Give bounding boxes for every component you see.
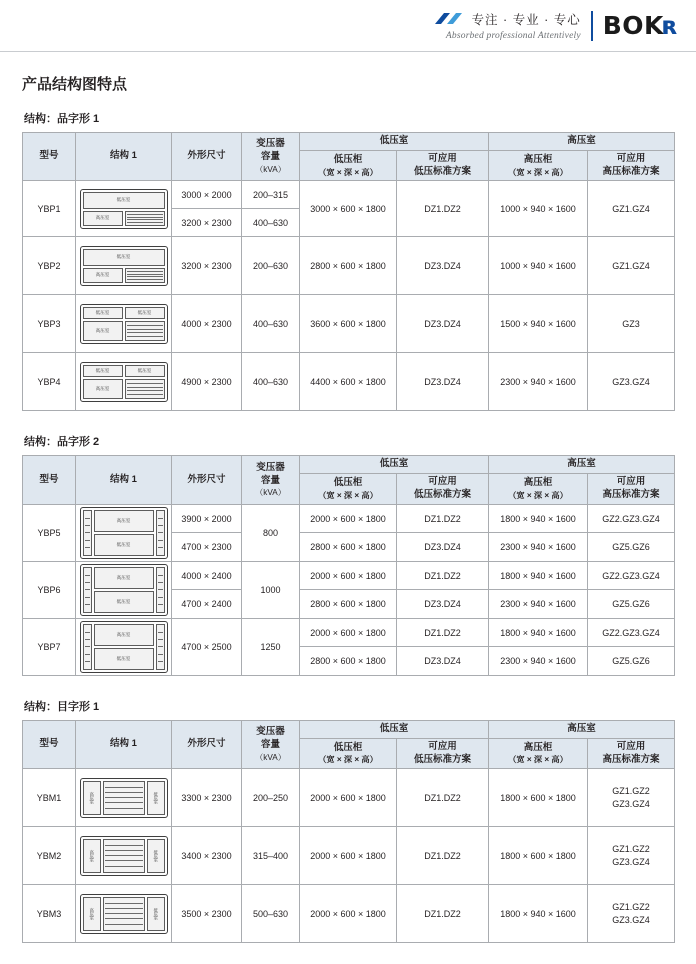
cell-hv-scheme: GZ2.GZ3.GZ4 xyxy=(588,618,675,647)
cell-outline: 4700 × 2400 xyxy=(172,590,242,619)
col-lv-room: 低压室 xyxy=(300,456,489,474)
cell-outline: 4700 × 2500 xyxy=(172,618,242,675)
diagram-side-panel-2 xyxy=(156,624,165,670)
spec-table-2 xyxy=(22,455,675,675)
diagram-room-hv: 高压室 xyxy=(94,567,154,589)
cell-outline: 3300 × 2300 xyxy=(172,769,242,827)
cell-lv-scheme: DZ3.DZ4 xyxy=(397,237,489,295)
cell-hv-cabinet: 1500 × 940 × 1600 xyxy=(489,295,588,353)
cell-hv-cabinet: 1800 × 940 × 1600 xyxy=(489,561,588,590)
cell-hv-cabinet: 2300 × 940 × 1600 xyxy=(489,590,588,619)
cell-structure-diagram xyxy=(76,827,172,885)
cell-hv-cabinet: 1800 × 940 × 1600 xyxy=(489,885,588,943)
diagram-transformer xyxy=(103,897,145,931)
cell-outline: 4000 × 2400 xyxy=(172,561,242,590)
table-row xyxy=(23,353,675,411)
double-arrow-icon xyxy=(435,13,465,25)
cell-lv-cabinet: 2800 × 600 × 1800 xyxy=(300,590,397,619)
cabinet-diagram-icon xyxy=(80,304,168,344)
cell-lv-scheme: DZ3.DZ4 xyxy=(397,533,489,562)
cell-outline: 3500 × 2300 xyxy=(172,885,242,943)
cell-structure-diagram xyxy=(76,504,172,561)
diagram-room-hv: 高压室 xyxy=(83,268,123,283)
col-structure: 结构 1 xyxy=(76,133,172,181)
col-model: 型号 xyxy=(23,133,76,181)
diagram-room-lv: 低压室 xyxy=(83,365,123,377)
cell-capacity: 500–630 xyxy=(242,885,300,943)
cell-capacity: 400–630 xyxy=(242,209,300,237)
diagram-transformer xyxy=(125,211,165,226)
diagram-room-lv: 低压室 xyxy=(147,839,165,873)
col-hv-cabinet: 高压柜 （宽 × 深 × 高） xyxy=(489,738,588,769)
cell-capacity: 1000 xyxy=(242,561,300,618)
cell-hv-scheme: GZ1.GZ2 GZ3.GZ4 xyxy=(588,827,675,885)
cell-lv-scheme: DZ1.DZ2 xyxy=(397,181,489,237)
cell-capacity: 200–630 xyxy=(242,237,300,295)
cabinet-diagram-icon xyxy=(80,507,168,559)
diagram-room-lv: 低压室 xyxy=(94,591,154,613)
table-row xyxy=(23,885,675,943)
cell-hv-scheme: GZ2.GZ3.GZ4 xyxy=(588,561,675,590)
cell-hv-scheme: GZ1.GZ2 GZ3.GZ4 xyxy=(588,885,675,943)
cell-lv-scheme: DZ3.DZ4 xyxy=(397,295,489,353)
cell-lv-cabinet: 2800 × 600 × 1800 xyxy=(300,237,397,295)
cell-lv-scheme: DZ3.DZ4 xyxy=(397,647,489,676)
cell-outline: 4900 × 2300 xyxy=(172,353,242,411)
logo-wordmark: BOK xyxy=(602,11,664,40)
cabinet-diagram-icon xyxy=(80,836,168,876)
cell-hv-scheme: GZ2.GZ3.GZ4 xyxy=(588,504,675,533)
col-lv-cabinet: 低压柜 （宽 × 深 × 高） xyxy=(300,474,397,505)
cell-hv-cabinet: 1800 × 940 × 1600 xyxy=(489,618,588,647)
cell-lv-cabinet: 2000 × 600 × 1800 xyxy=(300,827,397,885)
diagram-side-panel-2 xyxy=(156,510,165,556)
cell-structure-diagram xyxy=(76,353,172,411)
diagram-room-hv: 高压室 xyxy=(83,839,101,873)
cell-structure-diagram xyxy=(76,885,172,943)
col-lv-cabinet: 低压柜 （宽 × 深 × 高） xyxy=(300,738,397,769)
cabinet-diagram-icon xyxy=(80,778,168,818)
cell-capacity: 1250 xyxy=(242,618,300,675)
cell-model: YBM1 xyxy=(23,769,76,827)
table-row xyxy=(23,237,675,295)
cell-lv-cabinet: 3600 × 600 × 1800 xyxy=(300,295,397,353)
cell-model: YBP2 xyxy=(23,237,76,295)
table-row xyxy=(23,561,675,590)
cell-lv-scheme: DZ3.DZ4 xyxy=(397,590,489,619)
cell-hv-cabinet: 2300 × 940 × 1600 xyxy=(489,353,588,411)
section-label-3: 结构：目字形 1 xyxy=(24,700,100,713)
cell-model: YBM2 xyxy=(23,827,76,885)
cabinet-diagram-icon xyxy=(80,621,168,673)
col-capacity: 变压器 容量 （kVA） xyxy=(242,456,300,504)
diagram-room-hv: 高压室 xyxy=(94,510,154,532)
cell-lv-scheme: DZ1.DZ2 xyxy=(397,618,489,647)
col-hv-room: 高压室 xyxy=(489,456,675,474)
section-label-2: 结构：品字形 2 xyxy=(24,436,100,449)
diagram-room-hv: 高压室 xyxy=(94,624,154,646)
cell-capacity: 200–315 xyxy=(242,181,300,209)
cell-hv-scheme: GZ1.GZ2 GZ3.GZ4 xyxy=(588,769,675,827)
cell-hv-cabinet: 1800 × 600 × 1800 xyxy=(489,769,588,827)
cell-hv-scheme: GZ1.GZ4 xyxy=(588,181,675,237)
cell-hv-cabinet: 2300 × 940 × 1600 xyxy=(489,647,588,676)
col-hv-scheme: 可应用 高压标准方案 xyxy=(588,474,675,505)
cell-structure-diagram xyxy=(76,237,172,295)
col-lv-scheme: 可应用 低压标准方案 xyxy=(397,738,489,769)
table-header-row xyxy=(23,133,675,151)
col-hv-scheme: 可应用 高压标准方案 xyxy=(588,150,675,181)
diagram-room-hv: 高压室 xyxy=(83,211,123,226)
logo-mark-icon: ʀ xyxy=(661,11,678,40)
cell-lv-cabinet: 2000 × 600 × 1800 xyxy=(300,618,397,647)
table-row xyxy=(23,504,675,533)
slogan-chinese: 专注 · 专业 · 专心 xyxy=(471,13,581,27)
diagram-room-lv-2: 低压室 xyxy=(125,307,165,319)
cell-capacity: 400–630 xyxy=(242,295,300,353)
cell-outline: 3000 × 2000 xyxy=(172,181,242,209)
cell-capacity: 315–400 xyxy=(242,827,300,885)
slogan-block xyxy=(435,10,581,41)
col-model: 型号 xyxy=(23,720,76,768)
diagram-room-lv: 低压室 xyxy=(83,249,165,266)
page-header xyxy=(0,0,696,52)
col-outline: 外形尺寸 xyxy=(172,133,242,181)
slogan-english: Absorbed professional Attentively xyxy=(445,31,581,41)
col-lv-room: 低压室 xyxy=(300,720,489,738)
diagram-transformer xyxy=(103,839,145,873)
cell-lv-cabinet: 2800 × 600 × 1800 xyxy=(300,533,397,562)
cell-hv-scheme: GZ5.GZ6 xyxy=(588,647,675,676)
table-row xyxy=(23,827,675,885)
diagram-room-lv-2: 低压室 xyxy=(125,365,165,377)
page-content xyxy=(0,52,696,943)
col-lv-room: 低压室 xyxy=(300,133,489,151)
section-label-1: 结构：品字形 1 xyxy=(24,113,100,125)
diagram-room-lv: 低压室 xyxy=(94,648,154,670)
cell-outline: 3200 × 2300 xyxy=(172,209,242,237)
col-capacity: 变压器 容量 （kVA） xyxy=(242,133,300,181)
cabinet-diagram-icon xyxy=(80,189,168,229)
cell-lv-scheme: DZ1.DZ2 xyxy=(397,885,489,943)
cell-lv-cabinet: 2000 × 600 × 1800 xyxy=(300,504,397,533)
cell-hv-scheme: GZ5.GZ6 xyxy=(588,590,675,619)
cell-model: YBP3 xyxy=(23,295,76,353)
cell-lv-cabinet: 2000 × 600 × 1800 xyxy=(300,885,397,943)
cabinet-diagram-icon xyxy=(80,246,168,286)
table-row xyxy=(23,295,675,353)
cell-lv-cabinet: 2000 × 600 × 1800 xyxy=(300,769,397,827)
cell-lv-scheme: DZ1.DZ2 xyxy=(397,561,489,590)
cell-lv-scheme: DZ1.DZ2 xyxy=(397,827,489,885)
cabinet-diagram-icon xyxy=(80,894,168,934)
cell-model: YBP1 xyxy=(23,181,76,237)
cell-lv-cabinet: 4400 × 600 × 1800 xyxy=(300,353,397,411)
cell-lv-cabinet: 2800 × 600 × 1800 xyxy=(300,647,397,676)
cell-model: YBP4 xyxy=(23,353,76,411)
cell-lv-scheme: DZ3.DZ4 xyxy=(397,353,489,411)
cell-model: YBM3 xyxy=(23,885,76,943)
diagram-transformer xyxy=(103,781,145,815)
col-hv-cabinet: 高压柜 （宽 × 深 × 高） xyxy=(489,150,588,181)
col-hv-room: 高压室 xyxy=(489,133,675,151)
diagram-room-lv: 低压室 xyxy=(83,307,123,319)
table-row xyxy=(23,181,675,209)
diagram-transformer xyxy=(125,379,165,399)
diagram-room-lv: 低压室 xyxy=(147,897,165,931)
col-capacity: 变压器 容量 （kVA） xyxy=(242,720,300,768)
diagram-side-panel xyxy=(83,510,92,556)
diagram-transformer xyxy=(125,321,165,341)
col-model: 型号 xyxy=(23,456,76,504)
cell-outline: 3200 × 2300 xyxy=(172,237,242,295)
company-logo xyxy=(591,11,678,41)
cell-hv-scheme: GZ3 xyxy=(588,295,675,353)
spec-table-3 xyxy=(22,720,675,943)
page-title: 产品结构图特点 xyxy=(22,76,128,93)
cell-outline: 3900 × 2000 xyxy=(172,504,242,533)
col-hv-room: 高压室 xyxy=(489,720,675,738)
diagram-transformer xyxy=(125,268,165,283)
cell-model: YBP5 xyxy=(23,504,76,561)
diagram-room-hv: 高压室 xyxy=(83,781,101,815)
cell-hv-scheme: GZ5.GZ6 xyxy=(588,533,675,562)
cell-hv-scheme: GZ3.GZ4 xyxy=(588,353,675,411)
table-header-row xyxy=(23,456,675,474)
cell-structure-diagram xyxy=(76,181,172,237)
cell-capacity: 200–250 xyxy=(242,769,300,827)
diagram-side-panel xyxy=(83,567,92,613)
cell-lv-cabinet: 3000 × 600 × 1800 xyxy=(300,181,397,237)
col-outline: 外形尺寸 xyxy=(172,456,242,504)
cell-outline: 4700 × 2300 xyxy=(172,533,242,562)
col-outline: 外形尺寸 xyxy=(172,720,242,768)
spec-table-1 xyxy=(22,132,675,411)
cell-hv-scheme: GZ1.GZ4 xyxy=(588,237,675,295)
diagram-side-panel-2 xyxy=(156,567,165,613)
cell-model: YBP7 xyxy=(23,618,76,675)
diagram-room-lv: 低压室 xyxy=(147,781,165,815)
cell-hv-cabinet: 1800 × 940 × 1600 xyxy=(489,504,588,533)
cell-outline: 4000 × 2300 xyxy=(172,295,242,353)
diagram-room-hv: 高压室 xyxy=(83,379,123,399)
cell-structure-diagram xyxy=(76,295,172,353)
diagram-room-hv: 高压室 xyxy=(83,897,101,931)
cabinet-diagram-icon xyxy=(80,362,168,402)
cell-hv-cabinet: 1000 × 940 × 1600 xyxy=(489,181,588,237)
col-structure: 结构 1 xyxy=(76,720,172,768)
cell-outline: 3400 × 2300 xyxy=(172,827,242,885)
diagram-side-panel xyxy=(83,624,92,670)
diagram-room-lv: 低压室 xyxy=(94,534,154,556)
cell-hv-cabinet: 2300 × 940 × 1600 xyxy=(489,533,588,562)
table-header-row xyxy=(23,720,675,738)
col-structure: 结构 1 xyxy=(76,456,172,504)
col-lv-scheme: 可应用 低压标准方案 xyxy=(397,150,489,181)
col-hv-scheme: 可应用 高压标准方案 xyxy=(588,738,675,769)
table-row xyxy=(23,618,675,647)
col-hv-cabinet: 高压柜 （宽 × 深 × 高） xyxy=(489,474,588,505)
cabinet-diagram-icon xyxy=(80,564,168,616)
cell-structure-diagram xyxy=(76,561,172,618)
cell-structure-diagram xyxy=(76,769,172,827)
cell-hv-cabinet: 1000 × 940 × 1600 xyxy=(489,237,588,295)
col-lv-cabinet: 低压柜 （宽 × 深 × 高） xyxy=(300,150,397,181)
cell-model: YBP6 xyxy=(23,561,76,618)
diagram-room-lv: 低压室 xyxy=(83,192,165,209)
cell-structure-diagram xyxy=(76,618,172,675)
cell-capacity: 400–630 xyxy=(242,353,300,411)
cell-lv-cabinet: 2000 × 600 × 1800 xyxy=(300,561,397,590)
cell-lv-scheme: DZ1.DZ2 xyxy=(397,769,489,827)
cell-hv-cabinet: 1800 × 600 × 1800 xyxy=(489,827,588,885)
table-row xyxy=(23,769,675,827)
diagram-room-hv: 高压室 xyxy=(83,321,123,341)
col-lv-scheme: 可应用 低压标准方案 xyxy=(397,474,489,505)
cell-lv-scheme: DZ1.DZ2 xyxy=(397,504,489,533)
cell-capacity: 800 xyxy=(242,504,300,561)
